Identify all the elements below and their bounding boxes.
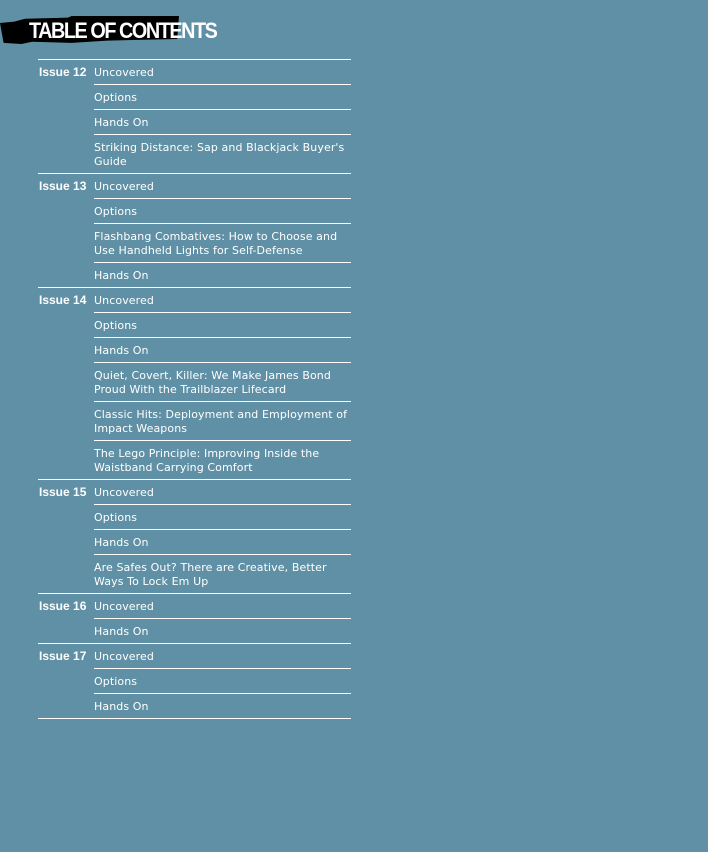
issue-label: Issue 15 (39, 485, 87, 499)
issue-section (38, 59, 351, 173)
issue-section (38, 593, 351, 643)
article-link[interactable]: Classic Hits: Deployment and Employment of Impact Weapons (94, 401, 351, 440)
article-link[interactable]: Hands On (94, 262, 351, 287)
article-link[interactable]: Flashbang Combatives: How to Choose and Use Handheld Lights for Self-Defense (94, 223, 351, 262)
article-list (94, 480, 351, 593)
article-link[interactable]: Hands On (94, 618, 351, 643)
article-list (94, 594, 351, 643)
article-link[interactable]: Uncovered (94, 600, 155, 613)
article-link[interactable]: Hands On (94, 529, 351, 554)
issue-section (38, 643, 351, 719)
issue-section (38, 479, 351, 593)
article-link[interactable]: The Lego Principle: Improving Inside the Waistband Carrying Comfort (94, 440, 351, 479)
article-link[interactable]: Uncovered (94, 486, 155, 499)
article-link[interactable]: Hands On (94, 337, 351, 362)
article-link[interactable]: Options (94, 504, 351, 529)
article-link[interactable]: Options (94, 312, 351, 337)
table-of-contents (38, 59, 351, 719)
article-link[interactable]: Options (94, 84, 351, 109)
issue-section (38, 287, 351, 479)
article-link[interactable]: Uncovered (94, 180, 155, 193)
article-list (94, 60, 351, 173)
article-link[interactable]: Options (94, 668, 351, 693)
article-link[interactable]: Striking Distance: Sap and Blackjack Buyer's Guide (94, 134, 351, 173)
article-link[interactable]: Hands On (94, 693, 351, 718)
issue-label: Issue 12 (39, 65, 87, 79)
page-title: TABLE OF CONTENTS (29, 18, 217, 43)
article-link[interactable]: Options (94, 198, 351, 223)
article-link[interactable]: Are Safes Out? There are Creative, Better Ways To Lock Em Up (94, 554, 351, 593)
issue-label: Issue 17 (39, 649, 87, 663)
article-link[interactable]: Quiet, Covert, Killer: We Make James Bond Proud With the Trailblazer Lifecard (94, 362, 351, 401)
issue-label: Issue 13 (39, 179, 87, 193)
article-link[interactable]: Uncovered (94, 650, 155, 663)
issue-label: Issue 16 (39, 599, 87, 613)
article-link[interactable]: Uncovered (94, 294, 155, 307)
issue-section (38, 173, 351, 287)
article-list (94, 288, 351, 479)
article-link[interactable]: Hands On (94, 109, 351, 134)
issue-label: Issue 14 (39, 293, 87, 307)
article-list (94, 644, 351, 718)
article-link[interactable]: Uncovered (94, 66, 155, 79)
article-list (94, 174, 351, 287)
toc-header (0, 15, 217, 45)
